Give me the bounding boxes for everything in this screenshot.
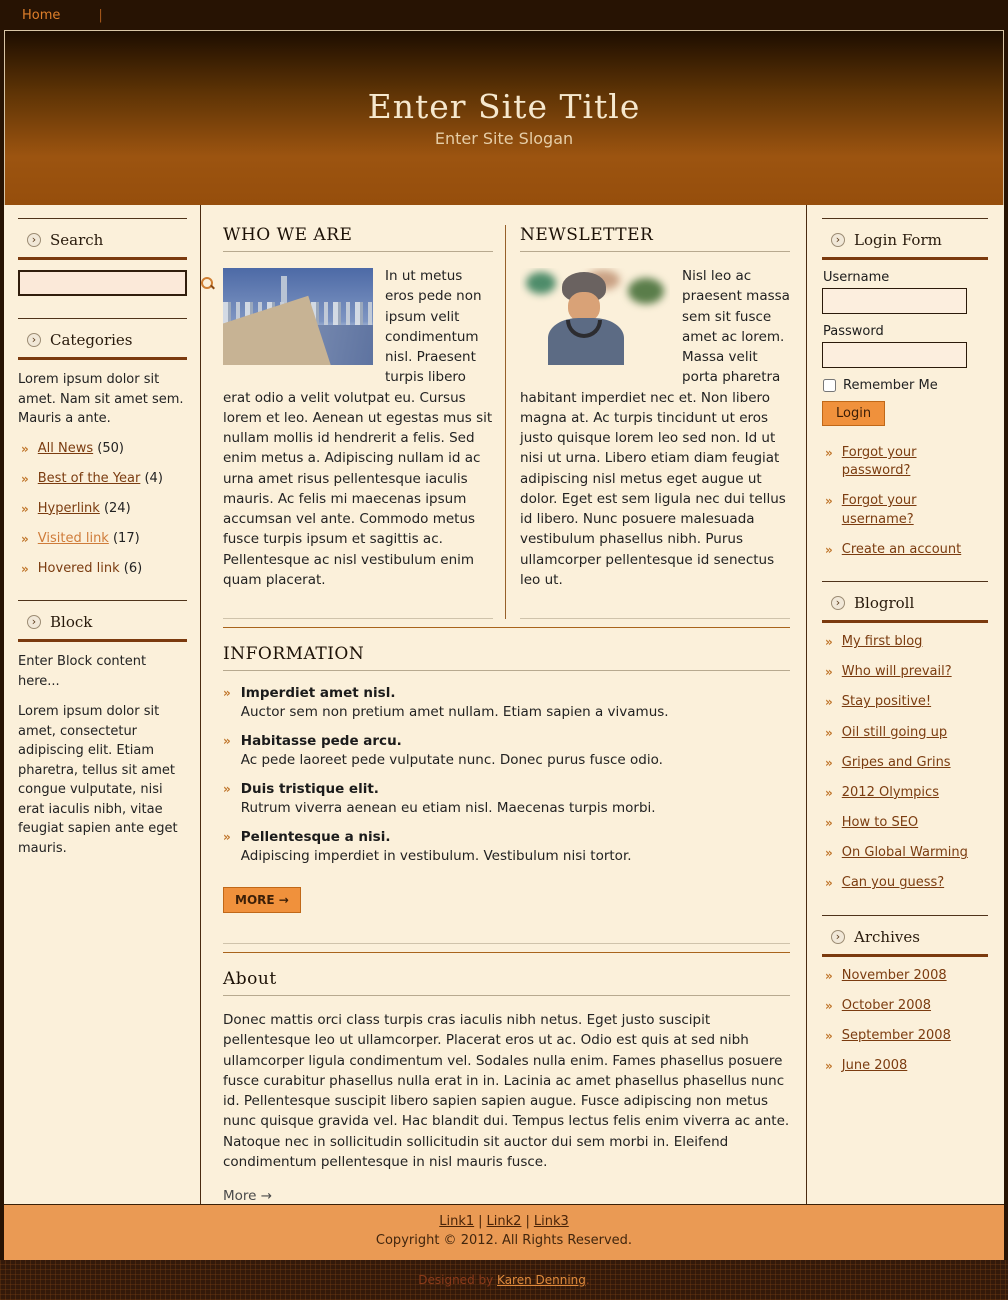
category-count: (24) (103, 500, 131, 516)
categories-intro: Lorem ipsum dolor sit amet. Nam sit amet sem. Mauris a ante. (18, 372, 184, 426)
category-count: (4) (144, 470, 163, 486)
arrow-bullet-icon: » (825, 968, 833, 983)
arrow-bullet-icon: » (825, 876, 833, 891)
login-module-title: Login Form (854, 231, 942, 249)
info-item-title: Duis tristique elit. (240, 781, 379, 797)
who-we-are-text: In ut metus eros pede non ipsum velit condimentum nisl. Praesent turpis libero erat odio a velit volutpat eu. Cursus lorem et leo. Aenean ut egestas mus sit nullam mollis id hendrerit a felis. Sed enim metus a. Adipiscing nullam id ac urna amet risus pellentesque iaculis mauris. Ac felis mi maecenas ipsum accumsan vel ante. Commodo metus fusce turpis ipsum et sagittis ac. Pellentesque ac nisl vestibulum enim quam placerat. (223, 268, 493, 588)
list-item (825, 997, 988, 1015)
category-count: (50) (97, 440, 124, 456)
archives-module (822, 915, 988, 1076)
footer-link-2[interactable]: Link2 (486, 1214, 522, 1229)
arrow-bullet-icon: » (223, 782, 231, 796)
arrow-bullet-icon: » (223, 734, 231, 748)
about-title: About (223, 969, 790, 996)
block-content-text: Lorem ipsum dolor sit amet, consectetur adipiscing elit. Etiam pharetra, tellus sit amet congue vulputate, nisi erat iaculis nibh, vitae feugiat sapien ante eget mauris. (18, 704, 178, 856)
forgot-username-link[interactable]: Forgot your username? (841, 493, 917, 527)
beach-city-photo (223, 268, 373, 365)
blogroll-link[interactable]: Stay positive! (841, 694, 932, 710)
arrow-bullet-icon: » (21, 532, 29, 547)
module-arrow-icon: › (27, 333, 41, 347)
arrow-bullet-icon: » (825, 725, 833, 740)
blogroll-module (822, 581, 988, 893)
section-separator (223, 627, 790, 628)
info-item-text: Auctor sem non pretium amet nullam. Etiam sapien a vivamus. (240, 704, 669, 720)
who-we-are-title: WHO WE ARE (223, 225, 493, 252)
newsletter-title: NEWSLETTER (520, 225, 790, 252)
categories-module (18, 318, 187, 578)
arrow-bullet-icon: » (825, 846, 833, 861)
info-item (223, 781, 790, 816)
login-button[interactable]: Login (822, 401, 885, 426)
search-input[interactable] (24, 273, 200, 293)
arrow-bullet-icon: » (825, 494, 833, 509)
category-link-hyperlink[interactable]: Hyperlink (37, 500, 100, 516)
main-content (201, 205, 806, 1204)
archives-module-title: Archives (854, 927, 920, 946)
list-item (825, 754, 988, 772)
search-icon[interactable] (200, 276, 215, 291)
arrow-bullet-icon: » (825, 634, 833, 649)
search-module-title: Search (50, 231, 104, 249)
remember-me-checkbox[interactable] (823, 379, 836, 392)
password-field[interactable] (822, 342, 967, 368)
blogroll-link[interactable]: On Global Warming (841, 845, 968, 861)
designer-link[interactable]: Karen Denning (497, 1273, 586, 1287)
section-end-rule (223, 618, 493, 619)
arrow-bullet-icon: » (825, 665, 833, 680)
module-arrow-icon: › (831, 930, 845, 944)
list-item (825, 663, 988, 681)
forgot-password-link[interactable]: Forgot your password? (841, 445, 917, 479)
list-item (825, 844, 988, 862)
category-link-all-news[interactable]: All News (37, 440, 94, 456)
archive-link[interactable]: September 2008 (841, 1028, 951, 1043)
information-title: INFORMATION (223, 644, 790, 671)
list-item (825, 633, 988, 651)
search-module (18, 218, 187, 296)
site-header (4, 30, 1004, 205)
arrow-bullet-icon: » (825, 755, 833, 770)
arrow-bullet-icon: » (825, 1059, 833, 1074)
list-item (825, 967, 988, 985)
category-link-hovered[interactable]: Hovered link (37, 561, 120, 577)
list-item (21, 530, 187, 548)
site-title: Enter Site Title (367, 87, 641, 126)
archive-link[interactable]: October 2008 (841, 997, 932, 1013)
category-count: (17) (112, 531, 140, 547)
remember-me-label: Remember Me (843, 378, 938, 393)
module-arrow-icon: › (831, 596, 845, 610)
category-link-best-of-year[interactable]: Best of the Year (37, 470, 141, 486)
designed-by-text: Designed by (418, 1273, 498, 1287)
more-button[interactable]: MORE → (223, 887, 301, 913)
module-arrow-icon: › (27, 233, 41, 247)
username-field[interactable] (822, 288, 967, 314)
about-section (223, 969, 790, 1204)
newsletter-section (506, 225, 790, 619)
info-item (223, 829, 790, 864)
info-item (223, 733, 790, 768)
footer-links (4, 1214, 1004, 1229)
block-content-line: Enter Block content here... (18, 654, 147, 689)
arrow-bullet-icon: » (21, 562, 29, 577)
module-rule (18, 639, 187, 642)
search-box (18, 270, 187, 296)
module-rule (822, 620, 988, 623)
blogroll-link[interactable]: Gripes and Grins (841, 754, 951, 770)
about-text: Donec mattis orci class turpis cras iaculis nibh netus. Eget justo suscipit pellentesque leo ut ullamcorper. Placerat eros ut ac. Odio est quis at sed nibh ullamcorper ligula condimentum vel. Sodales nulla enim. Fames phasellus posuere fusce curabitur phasellus nulla erat in in. Lacinia ac amet phasellus phasellus nunc id. Pellentesque suscipit libero sapien sapien augue. Fusce adipiscing non metus nunc quisque gravida vel. Hac blandit dui. Tempus lectus felis enim viverra ac ante. Natoque nec in sollicitudin sollicitudin sit auctor dui sem morbi in. Eleifend condimentum pellentesque in nisl mauris fusce. (223, 1012, 790, 1170)
newsletter-text: Nisl leo ac praesent massa sem sit fusce amet ac lorem. Massa velit porta pharetra habitant imperdiet nec et. Non libero magna at. Ac turpis tincidunt ut eros justo quisque lorem leo sed non. Id ut nisi ut urna. Libero etiam diam feugiat adipiscing nisl metus eget augue ut dolor. Eget est sem ligula nec dui tellus id libero. Nunc posuere malesuada vestibulum phasellus nibh. Purus ullamcorper pellentesque id senectus leo ut. (520, 268, 790, 588)
username-label: Username (823, 270, 890, 285)
arrow-bullet-icon: » (825, 446, 833, 460)
module-rule (18, 357, 187, 360)
arrow-bullet-icon: » (21, 471, 29, 486)
list-item (21, 560, 187, 578)
list-item (825, 444, 988, 480)
blogroll-link[interactable]: My first blog (841, 633, 923, 649)
module-arrow-icon: › (831, 233, 845, 247)
category-link-visited[interactable]: Visited link (37, 531, 109, 547)
arrow-bullet-icon: » (825, 1029, 833, 1043)
info-item-text: Rutrum viverra aenean eu etiam nisl. Maecenas turpis morbi. (240, 800, 656, 816)
who-we-are-section (223, 225, 506, 619)
arrow-bullet-icon: » (825, 816, 833, 831)
blogroll-module-title: Blogroll (854, 593, 915, 612)
list-item (825, 784, 988, 802)
blogroll-link[interactable]: Who will prevail? (841, 664, 952, 680)
info-item-text: Ac pede laoreet pede vulputate nunc. Donec purus fusce odio. (240, 752, 663, 768)
login-form-module (822, 218, 988, 559)
arrow-bullet-icon: » (825, 695, 833, 710)
categories-module-title: Categories (50, 331, 133, 349)
menu-separator: | (98, 7, 103, 23)
arrow-bullet-icon: » (21, 441, 29, 456)
about-more-link[interactable]: More → (223, 1188, 273, 1204)
module-arrow-icon: › (27, 615, 41, 629)
footer (4, 1204, 1004, 1260)
list-item (825, 1057, 988, 1075)
right-sidebar (806, 205, 1004, 1204)
list-item (825, 814, 988, 832)
block-module-title: Block (50, 613, 93, 632)
list-item (21, 500, 187, 518)
left-sidebar (4, 205, 201, 1204)
arrow-bullet-icon: » (223, 830, 231, 844)
arrow-bullet-icon: » (825, 998, 833, 1013)
designer-credit-band (0, 1260, 1008, 1300)
home-menu-link[interactable]: Home (22, 7, 61, 23)
password-label: Password (823, 324, 884, 339)
archive-link[interactable]: June 2008 (841, 1058, 908, 1074)
list-item (21, 440, 187, 458)
arrow-bullet-icon: » (825, 542, 833, 557)
module-rule (822, 954, 988, 957)
list-item (825, 492, 988, 528)
info-item-title: Habitasse pede arcu. (240, 733, 402, 749)
block-module (18, 600, 187, 858)
category-count: (6) (123, 561, 143, 577)
archive-link[interactable]: November 2008 (841, 967, 947, 983)
info-item (223, 685, 790, 720)
information-section (223, 644, 790, 944)
arrow-bullet-icon: » (21, 501, 29, 516)
young-man-photo (520, 268, 670, 365)
module-rule (18, 257, 187, 260)
list-item (825, 1027, 988, 1045)
designed-by-period: . (585, 1273, 590, 1287)
section-end-rule (520, 618, 790, 619)
blogroll-link[interactable]: 2012 Olympics (841, 784, 939, 800)
list-item (825, 693, 988, 711)
arrow-bullet-icon: » (825, 785, 833, 800)
create-account-link[interactable]: Create an account (841, 541, 962, 557)
top-menu-bar (0, 0, 1008, 30)
list-item (825, 541, 988, 559)
list-item (825, 874, 988, 892)
footer-link-1[interactable]: Link1 (439, 1214, 475, 1229)
blogroll-link[interactable]: Can you guess? (841, 875, 945, 891)
list-item (21, 470, 187, 488)
blogroll-link[interactable]: How to SEO (841, 815, 919, 831)
info-item-title: Imperdiet amet nisl. (240, 685, 396, 701)
copyright-text: Copyright © 2012. All Rights Reserved. (375, 1233, 633, 1248)
section-end-rule (223, 943, 790, 944)
arrow-bullet-icon: » (223, 686, 231, 700)
info-item-title: Pellentesque a nisi. (240, 829, 391, 845)
site-slogan: Enter Site Slogan (434, 129, 574, 148)
section-separator (223, 952, 790, 953)
footer-separator: | (478, 1214, 483, 1229)
info-item-text: Adipiscing imperdiet in vestibulum. Vestibulum nisi tortor. (240, 848, 632, 864)
blogroll-link[interactable]: Oil still going up (841, 724, 948, 740)
footer-separator: | (525, 1214, 530, 1229)
footer-link-3[interactable]: Link3 (533, 1214, 569, 1229)
list-item (825, 724, 988, 742)
module-rule (822, 257, 988, 260)
